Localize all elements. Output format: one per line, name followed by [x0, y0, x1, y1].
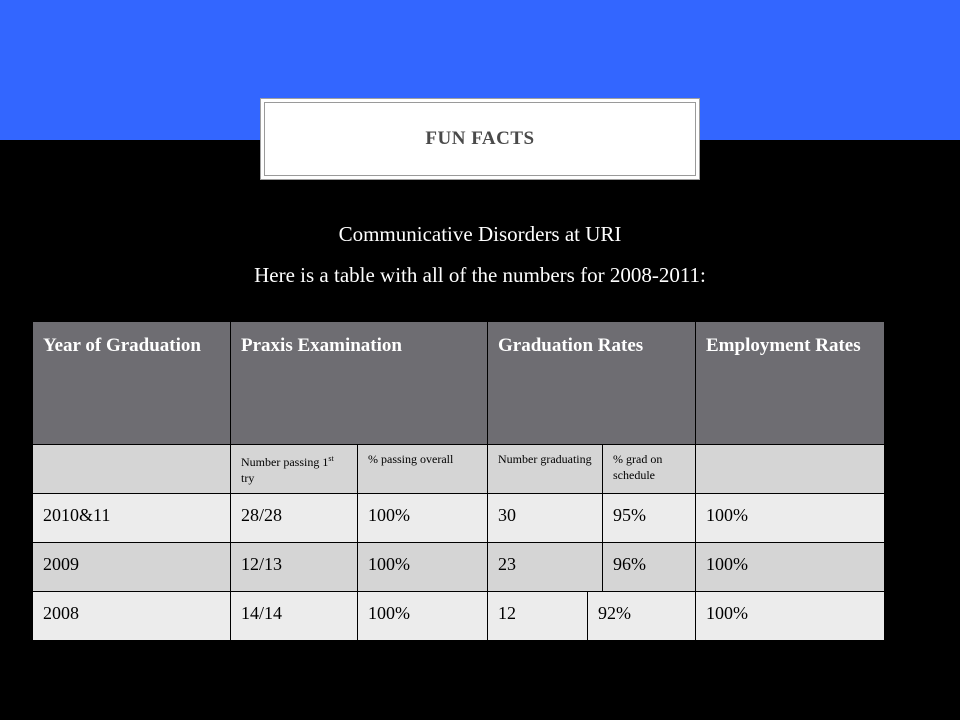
cell-number-graduating: 23	[488, 543, 603, 592]
subheader-passing-overall: % passing overall	[358, 445, 488, 494]
title-box	[260, 98, 700, 180]
header-graduation: Graduation Rates	[488, 322, 696, 445]
header-praxis: Praxis Examination	[231, 322, 488, 445]
subheader-grad-on-schedule: % grad on schedule	[603, 445, 696, 494]
cell-passing-overall: 100%	[358, 592, 488, 641]
cell-employment: 100%	[696, 543, 885, 592]
cell-employment: 100%	[696, 592, 885, 641]
title-box-inner	[264, 102, 696, 176]
cell-passing-first: 12/13	[231, 543, 358, 592]
subtitle-line-1: Communicative Disorders at URI	[338, 222, 622, 246]
subheader-year-empty	[33, 445, 231, 494]
cell-grad-on-schedule: 95%	[603, 494, 696, 543]
cell-year: 2009	[33, 543, 231, 592]
cell-grad-on-schedule: 92%	[588, 592, 696, 641]
header-year: Year of Graduation	[33, 322, 231, 445]
subheader-passing-first-try	[231, 445, 358, 494]
cell-employment: 100%	[696, 494, 885, 543]
subheader-number-graduating: Number graduating	[488, 445, 603, 494]
cell-number-graduating: 30	[488, 494, 603, 543]
cell-grad-on-schedule: 96%	[603, 543, 696, 592]
cell-year: 2008	[33, 592, 231, 641]
subheader-employment-empty	[696, 445, 885, 494]
cell-passing-first: 14/14	[231, 592, 358, 641]
cell-year: 2010&11	[33, 494, 231, 543]
cell-passing-overall: 100%	[358, 494, 488, 543]
cell-number-graduating: 12	[488, 592, 588, 641]
subheader-passing-first-prefix: Number passing 1	[241, 455, 329, 469]
subheader-passing-first-sup: st	[328, 454, 334, 463]
data-table	[33, 322, 885, 641]
slide-title: FUN FACTS	[425, 128, 535, 149]
cell-passing-first: 28/28	[231, 494, 358, 543]
header-employment: Employment Rates	[696, 322, 885, 445]
cell-passing-overall: 100%	[358, 543, 488, 592]
subheader-passing-first-suffix: try	[241, 471, 255, 485]
subtitle-line-2: Here is a table with all of the numbers for 2008-2011:	[254, 263, 706, 287]
